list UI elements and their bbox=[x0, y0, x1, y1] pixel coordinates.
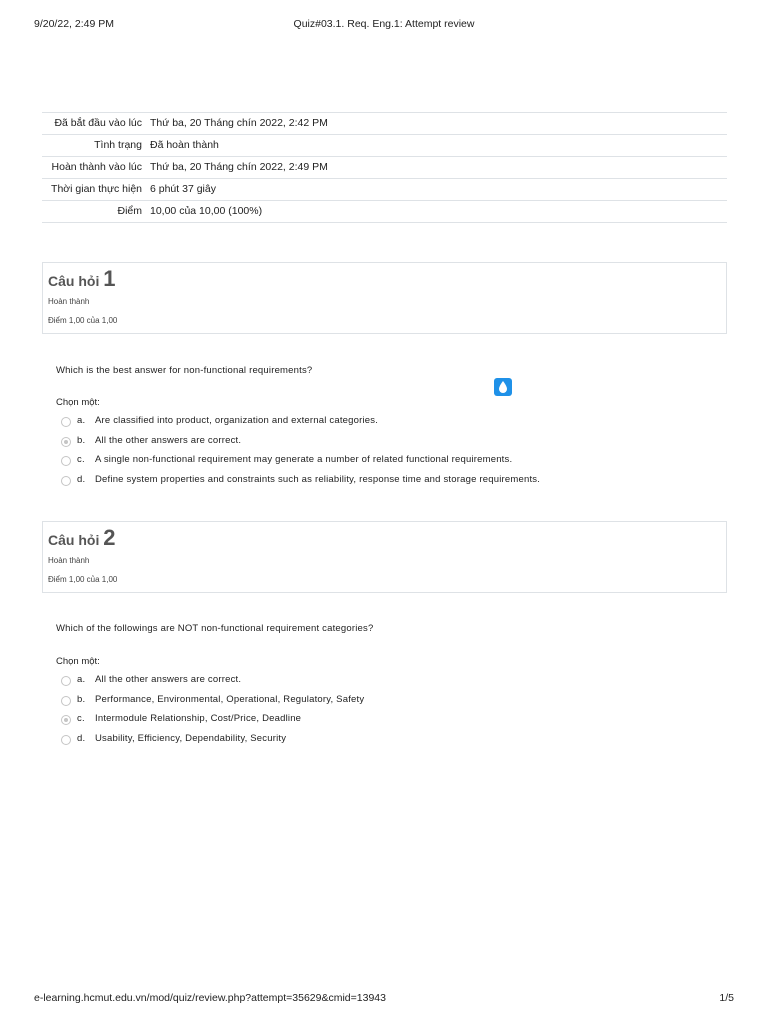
option-letter: a. bbox=[77, 674, 86, 685]
summary-row-grade bbox=[42, 201, 727, 223]
answer-options bbox=[56, 414, 716, 492]
radio-button[interactable] bbox=[61, 417, 71, 427]
summary-row-time-taken bbox=[42, 179, 727, 201]
summary-value: Đã hoàn thành bbox=[150, 139, 219, 151]
question-grade: Điểm 1,00 của 1,00 bbox=[48, 575, 118, 584]
summary-row-state bbox=[42, 135, 727, 157]
question-number bbox=[48, 266, 115, 292]
summary-label: Thời gian thực hiện bbox=[51, 183, 142, 195]
option-letter: c. bbox=[77, 713, 85, 724]
option-text: Define system properties and constraints such as reliability, response time and storage requirements. bbox=[95, 473, 541, 485]
option-letter: d. bbox=[77, 473, 86, 485]
answer-option-a[interactable] bbox=[56, 673, 716, 693]
question-label: Câu hỏi bbox=[48, 273, 100, 289]
answer-option-b[interactable] bbox=[56, 693, 716, 713]
print-header bbox=[34, 18, 734, 32]
option-letter: b. bbox=[77, 434, 86, 446]
page-number: 1/5 bbox=[719, 992, 734, 1004]
summary-label: Hoàn thành vào lúc bbox=[51, 161, 142, 173]
question-number-value: 1 bbox=[103, 266, 116, 291]
summary-row-started bbox=[42, 113, 727, 135]
answer-options bbox=[56, 673, 716, 751]
summary-label: Tình trạng bbox=[94, 139, 142, 151]
attempt-summary-table bbox=[42, 112, 727, 223]
option-letter: a. bbox=[77, 415, 86, 426]
question-label: Câu hỏi bbox=[48, 532, 100, 548]
radio-button[interactable] bbox=[61, 456, 71, 466]
radio-button[interactable] bbox=[61, 735, 71, 745]
print-datetime: 9/20/22, 2:49 PM bbox=[34, 18, 114, 30]
option-letter: c. bbox=[77, 454, 85, 465]
answer-option-b[interactable] bbox=[56, 434, 716, 454]
answer-option-a[interactable] bbox=[56, 414, 716, 434]
answer-option-c[interactable] bbox=[56, 453, 716, 473]
question-text: Which of the followings are NOT non-functional requirement categories? bbox=[56, 623, 374, 634]
summary-value: 10,00 của 10,00 (100%) bbox=[150, 205, 263, 217]
option-letter: d. bbox=[77, 732, 86, 744]
question-state: Hoàn thành bbox=[48, 556, 90, 565]
summary-label: Đã bắt đầu vào lúc bbox=[54, 117, 142, 129]
print-footer bbox=[34, 992, 734, 1006]
print-page-title: Quiz#03.1. Req. Eng.1: Attempt review bbox=[293, 18, 475, 30]
question-grade: Điểm 1,00 của 1,00 bbox=[48, 316, 118, 325]
question-info-box bbox=[42, 521, 727, 593]
summary-row-completed bbox=[42, 157, 727, 179]
option-text: Performance, Environmental, Operational, Regulatory, Safety bbox=[95, 693, 365, 705]
option-text: All the other answers are correct. bbox=[95, 674, 242, 685]
summary-value: 6 phút 37 giây bbox=[150, 183, 216, 195]
radio-button[interactable] bbox=[61, 476, 71, 486]
option-text: Intermodule Relationship, Cost/Price, Deadline bbox=[95, 713, 302, 724]
answer-option-d[interactable] bbox=[56, 473, 716, 493]
summary-label: Điểm bbox=[117, 205, 142, 217]
question-number bbox=[48, 525, 115, 551]
radio-button-selected[interactable] bbox=[61, 437, 71, 447]
radio-button[interactable] bbox=[61, 696, 71, 706]
choose-one-prompt: Chọn một: bbox=[56, 656, 100, 667]
question-number-value: 2 bbox=[103, 525, 116, 550]
option-text: A single non-functional requirement may generate a number of related functional requirements. bbox=[95, 454, 513, 465]
page-url: e-learning.hcmut.edu.vn/mod/quiz/review.php?attempt=35629&cmid=13943 bbox=[34, 992, 386, 1004]
radio-button-selected[interactable] bbox=[61, 715, 71, 725]
choose-one-prompt: Chọn một: bbox=[56, 397, 100, 408]
option-text: Usability, Efficiency, Dependability, Security bbox=[95, 732, 287, 744]
drop-icon[interactable] bbox=[494, 378, 512, 396]
radio-button[interactable] bbox=[61, 676, 71, 686]
answer-option-c[interactable] bbox=[56, 712, 716, 732]
option-letter: b. bbox=[77, 693, 86, 705]
question-info-box bbox=[42, 262, 727, 334]
answer-option-d[interactable] bbox=[56, 732, 716, 752]
option-text: All the other answers are correct. bbox=[95, 434, 242, 446]
question-state: Hoàn thành bbox=[48, 297, 90, 306]
summary-value: Thứ ba, 20 Tháng chín 2022, 2:42 PM bbox=[150, 117, 328, 129]
summary-value: Thứ ba, 20 Tháng chín 2022, 2:49 PM bbox=[150, 161, 328, 173]
question-text: Which is the best answer for non-functional requirements? bbox=[56, 365, 313, 376]
option-text: Are classified into product, organization and external categories. bbox=[95, 415, 379, 426]
